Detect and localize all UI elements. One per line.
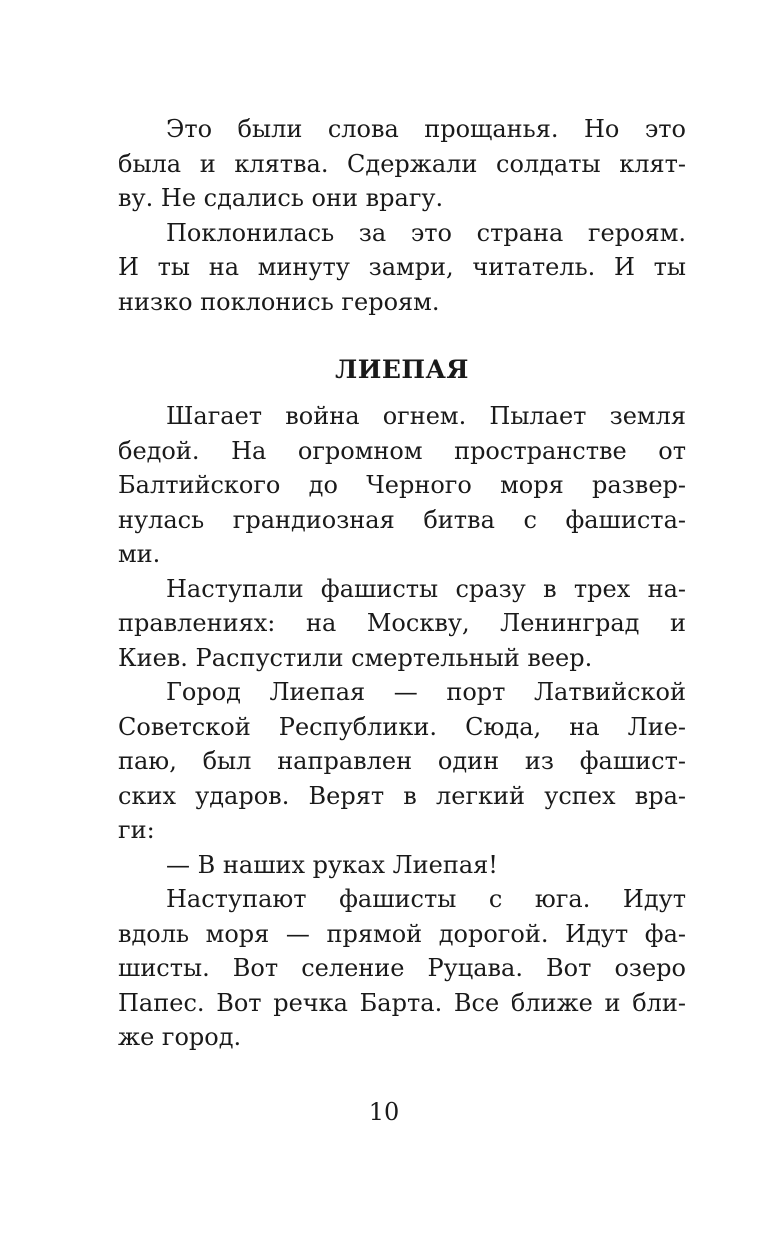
text-line: шисты. Вот селение Руцава. Вот озеро — [118, 954, 686, 982]
paragraph — [118, 399, 686, 572]
text-line: Город Лиепая — порт Латвийской — [166, 678, 686, 706]
text-line: ских ударов. Верят в легкий успех вра- — [118, 781, 686, 810]
text-line: ву. Не сдались они врагу. — [118, 184, 444, 212]
text-line: Поклонилась за это страна героям. — [166, 218, 686, 247]
text-line: была и клятва. Сдержали солдаты клят- — [118, 149, 686, 178]
text-line: вдоль моря — прямой дорогой. Идут фа- — [118, 919, 686, 948]
text-line: Киев. Распустили смертельный веер. — [118, 643, 593, 672]
text-line: Это были слова прощанья. Но это — [166, 115, 686, 143]
page-number: 10 — [368, 1098, 400, 1126]
text-line: — В наших руках Лиепая! — [166, 850, 498, 879]
text-line: Советской Республики. Сюда, на Лие- — [118, 712, 686, 741]
paragraph — [118, 675, 686, 848]
paragraph — [118, 572, 686, 676]
text-line: Наступают фашисты с юга. Идут — [166, 885, 686, 913]
text-line: И ты на минуту замри, читатель. И ты — [118, 253, 686, 281]
text-line: Наступали фашисты сразу в трех на- — [166, 574, 686, 603]
text-line: бедой. На огромном пространстве от — [118, 436, 686, 465]
text-line: Балтийского до Черного моря развер- — [118, 471, 686, 499]
chapter-title: ЛИЕПАЯ — [335, 355, 469, 384]
paragraph — [118, 882, 686, 1055]
text-line: Шагает война огнем. Пылает земля — [166, 402, 686, 430]
text-line: нулась грандиозная битва с фашиста- — [118, 505, 686, 534]
paragraph — [118, 112, 686, 216]
text-line: ми. — [118, 540, 161, 568]
text-line: паю, был направлен один из фашист- — [118, 747, 686, 775]
text-line: ги: — [118, 816, 155, 844]
paragraph — [118, 216, 686, 320]
text-line: Папес. Вот речка Барта. Все ближе и бли- — [118, 988, 686, 1017]
page-text — [118, 112, 686, 1055]
text-line: же город. — [118, 1023, 242, 1051]
text-line: правлениях: на Москву, Ленинград и — [118, 609, 686, 637]
text-line: низко поклонись героям. — [118, 287, 440, 316]
dialogue-paragraph — [118, 848, 686, 883]
